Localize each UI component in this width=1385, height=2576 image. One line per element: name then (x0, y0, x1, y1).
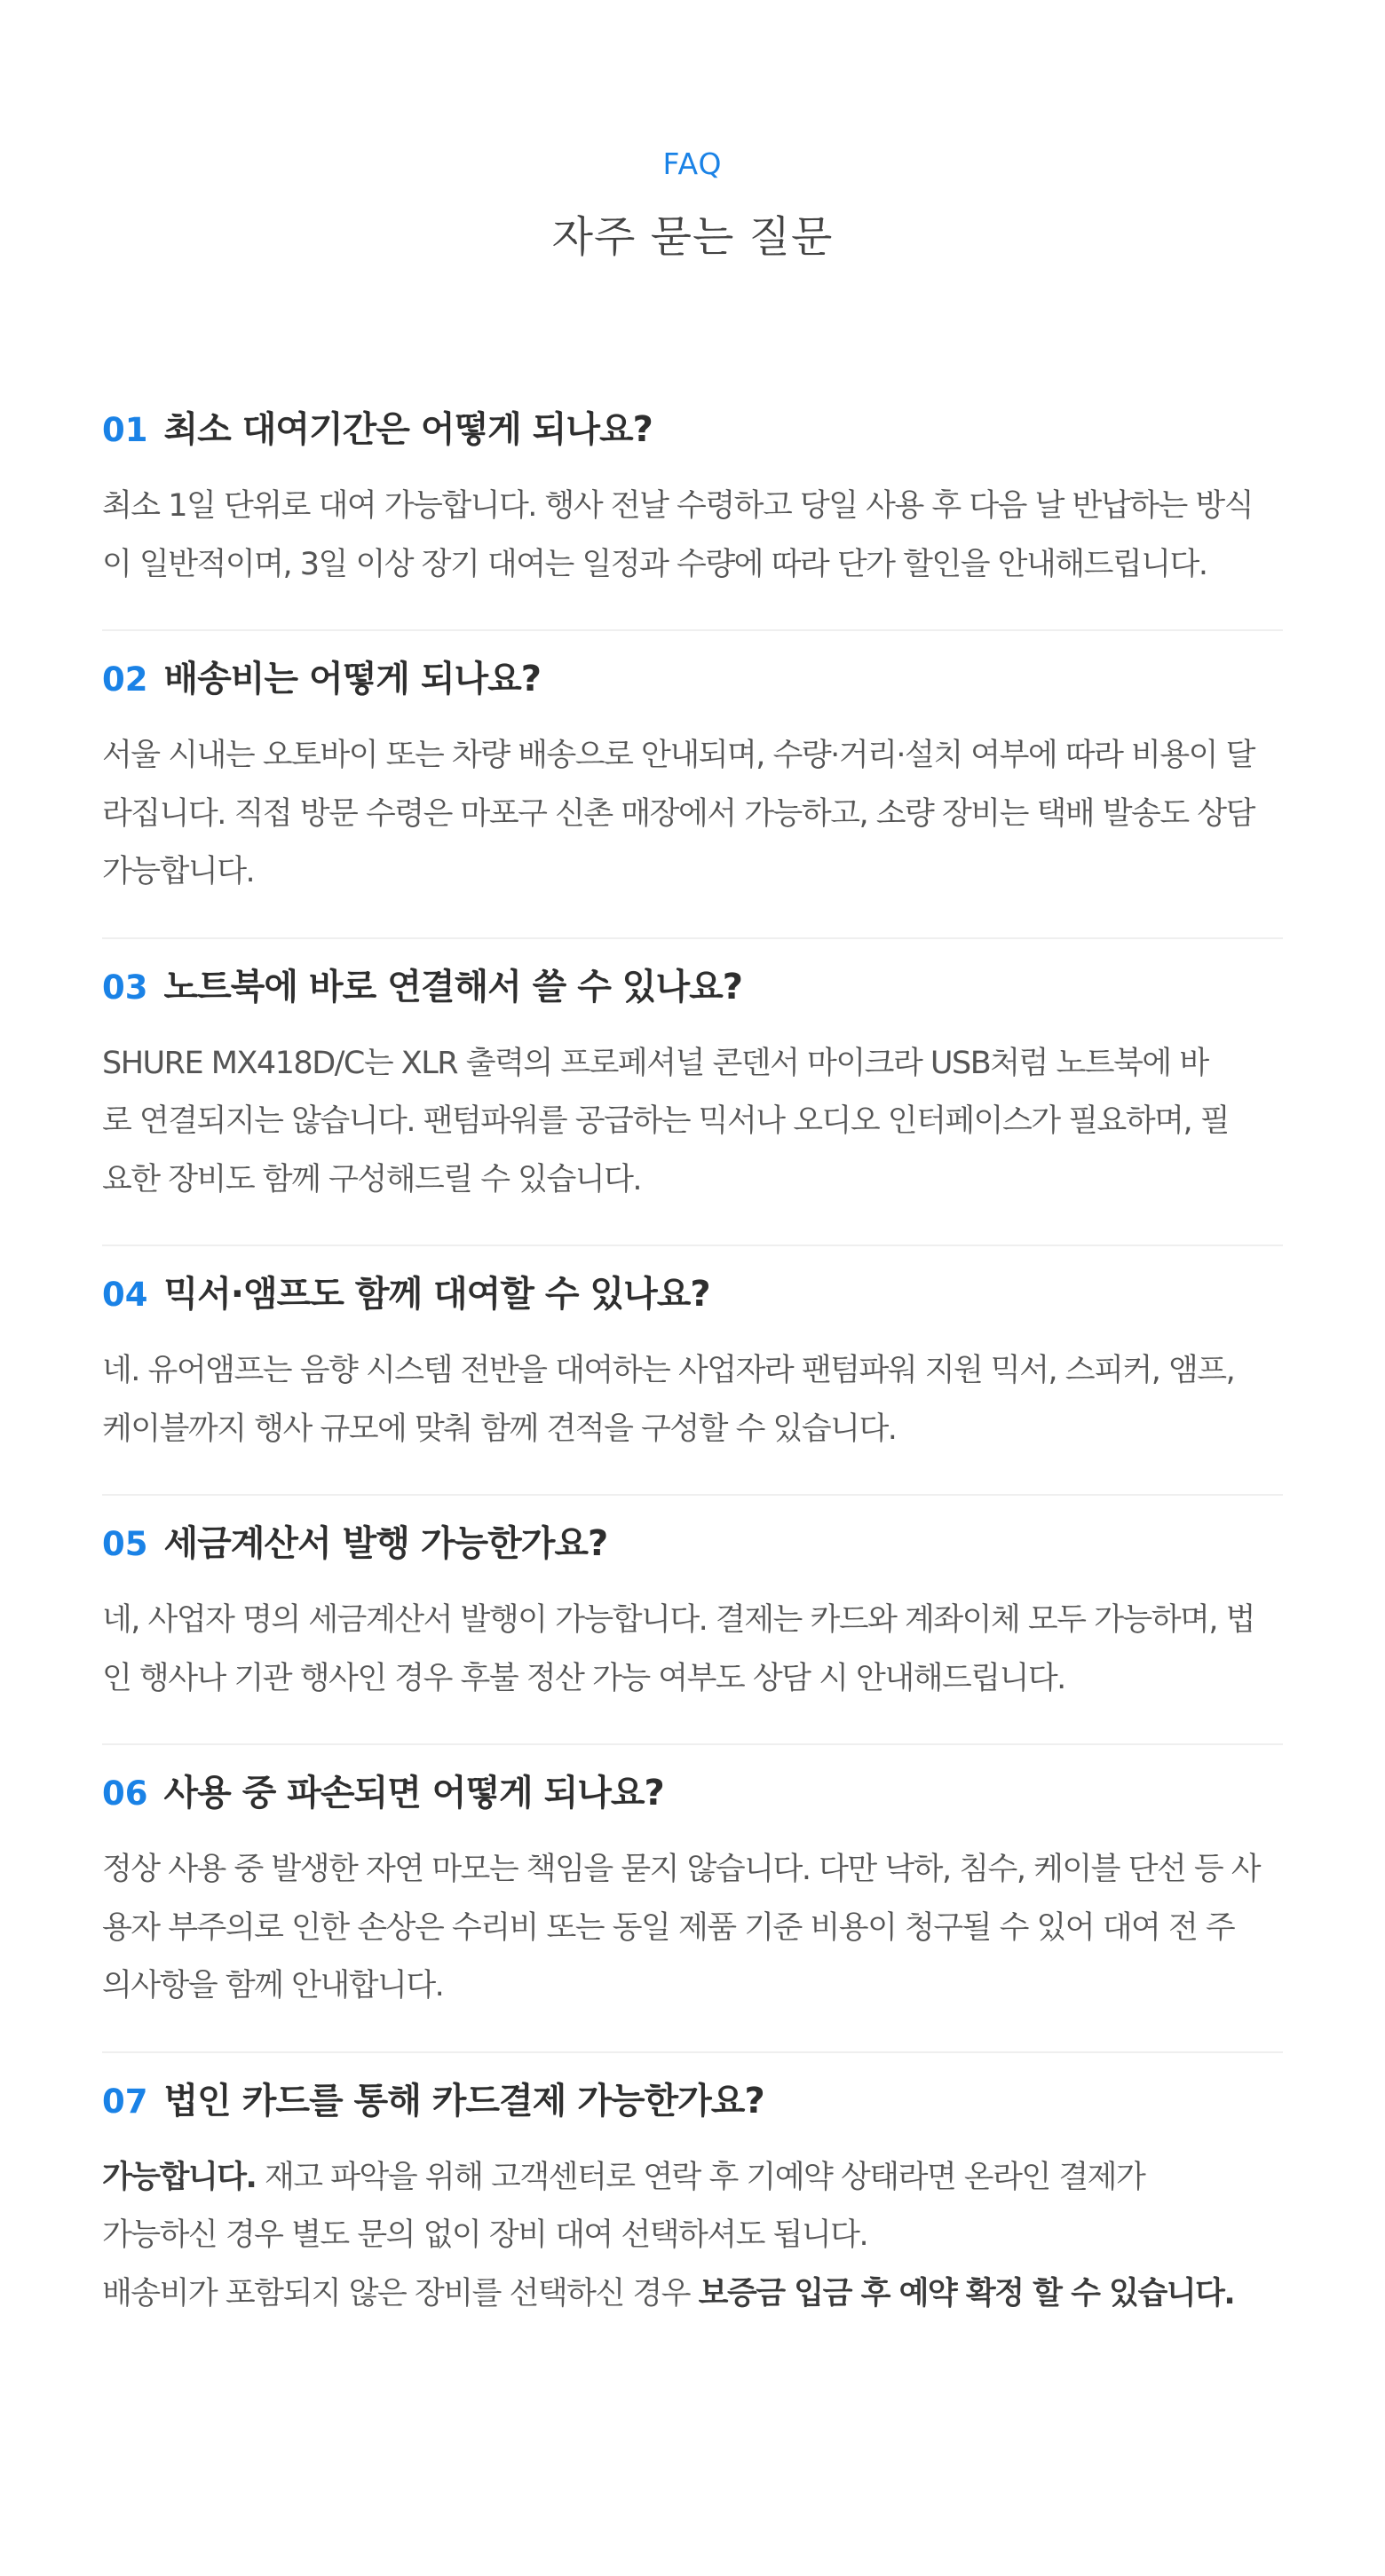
faq-answer-line: 가능합니다. (102, 854, 255, 889)
faq-question (102, 1745, 1283, 1841)
faq-item-02 (102, 631, 1283, 939)
faq-answer-text: 재고 파악을 위해 고객센터로 연락 후 기예약 상태라면 온라인 결제가 (256, 2159, 1145, 2195)
faq-answer (102, 1035, 1283, 1245)
faq-question (102, 939, 1283, 1035)
faq-number: 04 (102, 1276, 148, 1314)
faq-question (102, 382, 1283, 478)
faq-answer-text: 배송비가 포함되지 않은 장비를 선택하신 경우 (102, 2275, 699, 2311)
faq-answer-line: 서울 시내는 오토바이 또는 차량 배송으로 안내되며, 수량·거리·설치 여부에 따라 비용이 달 (102, 738, 1254, 773)
faq-answer-line: 의사항을 함께 안내합니다. (102, 1968, 444, 2003)
faq-number: 01 (102, 411, 148, 449)
faq-item-06 (102, 1745, 1283, 2053)
faq-number: 06 (102, 1774, 148, 1813)
faq-answer-emphasis: 보증금 입금 후 예약 확정 할 수 있습니다. (698, 2275, 1235, 2311)
faq-question-text: 최소 대여기간은 어떻게 되나요? (163, 409, 653, 450)
faq-answer (102, 2149, 1283, 2359)
faq-question-text: 사용 중 파손되면 어떻게 되나요? (163, 1773, 664, 1813)
faq-answer (102, 1592, 1283, 1743)
faq-question (102, 2053, 1283, 2149)
faq-answer-line: 네, 사업자 명의 세금계산서 발행이 가능합니다. 결제는 카드와 계좌이체 모두 가능하며, 법 (102, 1602, 1254, 1638)
faq-answer-line: SHURE MX418D/C는 XLR 출력의 프로페셔널 콘덴서 마이크라 USB처럼 노트북에 바 (102, 1045, 1208, 1081)
faq-question (102, 1496, 1283, 1592)
faq-answer-line: 용자 부주의로 인한 손상은 수리비 또는 동일 제품 기준 비용이 청구될 수 있어 대여 전 주 (102, 1909, 1235, 1946)
faq-number: 07 (102, 2082, 148, 2121)
faq-question (102, 631, 1283, 727)
faq-item-07 (102, 2053, 1283, 2359)
faq-answer-line: 인 행사나 기관 행사인 경우 후불 정산 가능 여부도 상담 시 안내해드립니다. (102, 1660, 1065, 1696)
faq-answer (102, 478, 1283, 629)
faq-answer-emphasis: 가능합니다. (102, 2159, 257, 2195)
faq-answer-line: 요한 장비도 함께 구성해드릴 수 있습니다. (102, 1161, 642, 1197)
section-title: 자주 묻는 질문 (551, 212, 834, 262)
faq-number: 02 (102, 660, 148, 699)
faq-question-text: 배송비는 어떻게 되나요? (163, 659, 541, 699)
faq-answer-line: 로 연결되지는 않습니다. 팬텀파워를 공급하는 믹서나 오디오 인터페이스가 필요하며, 필 (102, 1103, 1230, 1139)
faq-header (0, 142, 1385, 265)
faq-question (102, 1246, 1283, 1342)
faq-number: 03 (102, 968, 148, 1007)
faq-question-text: 노트북에 바로 연결해서 쓸 수 있나요? (163, 966, 742, 1007)
faq-answer-line (102, 2265, 1283, 2324)
section-eyebrow: FAQ (662, 146, 723, 181)
faq-question-text: 법인 카드를 통해 카드결제 가능한가요? (163, 2080, 764, 2122)
faq-item-05 (102, 1496, 1283, 1745)
faq-item-03 (102, 939, 1283, 1247)
faq-answer-line (102, 2149, 1283, 2208)
faq-answer-line: 네. 유어앰프는 음향 시스템 전반을 대여하는 사업자라 팬텀파워 지원 믹서, 스피커, 앰프, (102, 1353, 1235, 1388)
faq-answer-line: 라집니다. 직접 방문 수령은 마포구 신촌 매장에서 가능하고, 소량 장비는 택배 발송도 상담 (102, 795, 1254, 832)
faq-answer (102, 727, 1283, 937)
faq-answer (102, 1342, 1283, 1494)
faq-answer-line: 가능하신 경우 별도 문의 없이 장비 대여 선택하셔도 됩니다. (102, 2217, 868, 2253)
faq-item-01 (102, 382, 1283, 631)
faq-answer-line: 이 일반적이며, 3일 이상 장기 대여는 일정과 수량에 따라 단가 할인을 안내해드립니다. (102, 546, 1207, 582)
faq-list (102, 382, 1283, 2359)
faq-answer-line: 최소 1일 단위로 대여 가능합니다. 행사 전날 수령하고 당일 사용 후 다음 날 반납하는 방식 (102, 488, 1254, 524)
faq-question-text: 믹서·앰프도 함께 대여할 수 있나요? (163, 1274, 710, 1315)
faq-answer (102, 1841, 1283, 2051)
faq-answer-line: 정상 사용 중 발생한 자연 마모는 책임을 묻지 않습니다. 다만 낙하, 침수, 케이블 단선 등 사 (102, 1852, 1261, 1887)
faq-number: 05 (102, 1525, 148, 1563)
faq-item-04 (102, 1246, 1283, 1496)
faq-answer-line: 케이블까지 행사 규모에 맞춰 함께 견적을 구성할 수 있습니다. (102, 1410, 897, 1447)
faq-question-text: 세금계산서 발행 가능한가요? (163, 1523, 608, 1564)
